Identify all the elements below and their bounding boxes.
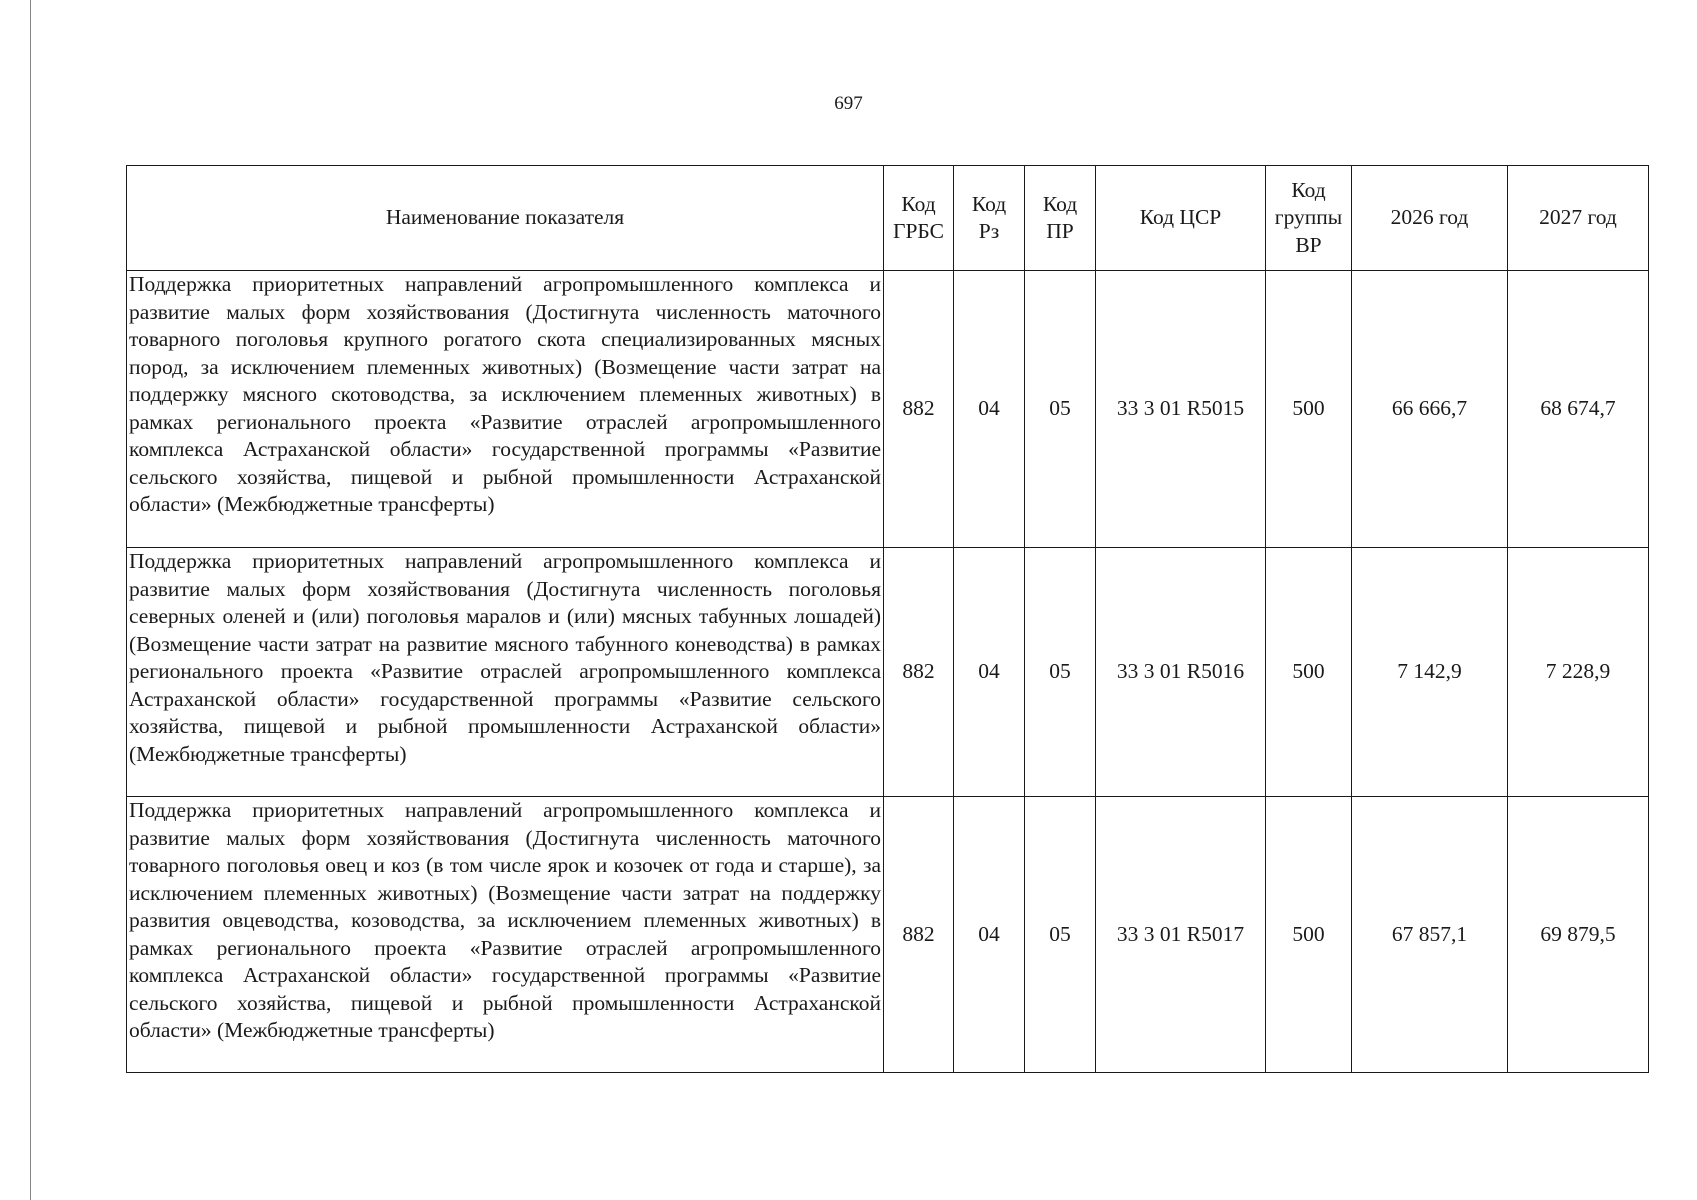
header-vr-line-2: группы (1274, 205, 1343, 230)
header-2026: 2026 год (1352, 166, 1508, 271)
scan-edge-line (30, 0, 31, 1200)
cell-csr: 33 3 01 R5017 (1096, 797, 1266, 1073)
cell-grbs: 882 (884, 548, 954, 797)
header-rz-line-1: Код (971, 191, 1007, 216)
header-csr: Код ЦСР (1096, 166, 1266, 271)
cell-csr: 33 3 01 R5016 (1096, 548, 1266, 797)
header-name: Наименование показателя (127, 166, 884, 271)
cell-2027: 68 674,7 (1508, 271, 1649, 548)
cell-name: Поддержка приоритетных направлений агропромышленного комплекса и развитие малых форм хозяйствования (Достигнута численность маточного товарного поголовья крупного рогатого скота специализированных мясных пород, за исключением племенных животных) (Возмещение части затрат на поддержку мясного скотоводства, за исключением племенных животных) в рамках регионального проекта «Развитие отраслей агропромышленного комплекса Астраханской области» государственной программы «Развитие сельского хозяйства, пищевой и рыбной промышленности Астраханской области» (Межбюджетные трансферты) (127, 271, 884, 548)
budget-table (126, 165, 1649, 1073)
cell-vr: 500 (1266, 548, 1352, 797)
header-vr (1266, 166, 1352, 271)
cell-2026: 67 857,1 (1352, 797, 1508, 1073)
cell-grbs: 882 (884, 797, 954, 1073)
table-row (127, 271, 1649, 548)
header-grbs-line-2: ГРБС (893, 219, 944, 243)
cell-vr: 500 (1266, 271, 1352, 548)
cell-pr: 05 (1025, 797, 1096, 1073)
cell-name: Поддержка приоритетных направлений агропромышленного комплекса и развитие малых форм хозяйствования (Достигнута численность маточного товарного поголовья овец и коз (в том числе ярок и козочек от года и старше), за исключением племенных животных) (Возмещение части затрат на поддержку развития овцеводства, козоводства, за исключением племенных животных) в рамках регионального проекта «Развитие отраслей агропромышленного комплекса Астраханской области» государственной программы «Развитие сельского хозяйства, пищевой и рыбной промышленности Астраханской области» (Межбюджетные трансферты) (127, 797, 884, 1073)
cell-csr: 33 3 01 R5015 (1096, 271, 1266, 548)
cell-2026: 7 142,9 (1352, 548, 1508, 797)
header-grbs-line-1: Код (901, 191, 936, 216)
cell-vr: 500 (1266, 797, 1352, 1073)
cell-pr: 05 (1025, 271, 1096, 548)
table-row (127, 797, 1649, 1073)
header-vr-line-3: ВР (1295, 232, 1322, 257)
header-rz-line-2: Рз (978, 219, 1000, 243)
table-row (127, 548, 1649, 797)
cell-2026: 66 666,7 (1352, 271, 1508, 548)
header-pr (1025, 166, 1096, 271)
cell-2027: 69 879,5 (1508, 797, 1649, 1073)
cell-rz: 04 (954, 797, 1025, 1073)
cell-name: Поддержка приоритетных направлений агропромышленного комплекса и развитие малых форм хозяйствования (Достигнута численность поголовья северных оленей и (или) поголовья маралов и (или) мясных табунных лошадей) (Возмещение части затрат на развитие мясного табунного коневодства) в рамках регионального проекта «Развитие отраслей агропромышленного комплекса Астраханской области» государственной программы «Развитие сельского хозяйства, пищевой и рыбной промышленности Астраханской области» (Межбюджетные трансферты) (127, 548, 884, 797)
header-2027: 2027 год (1508, 166, 1649, 271)
header-pr-line-2: ПР (1046, 219, 1074, 243)
header-pr-line-1: Код (1042, 191, 1078, 216)
cell-2027: 7 228,9 (1508, 548, 1649, 797)
page-number: 697 (834, 93, 863, 114)
header-rz (954, 166, 1025, 271)
cell-grbs: 882 (884, 271, 954, 548)
cell-rz: 04 (954, 548, 1025, 797)
header-vr-line-1: Код (1291, 177, 1326, 202)
header-grbs (884, 166, 954, 271)
cell-pr: 05 (1025, 548, 1096, 797)
header-row (127, 166, 1649, 271)
cell-rz: 04 (954, 271, 1025, 548)
